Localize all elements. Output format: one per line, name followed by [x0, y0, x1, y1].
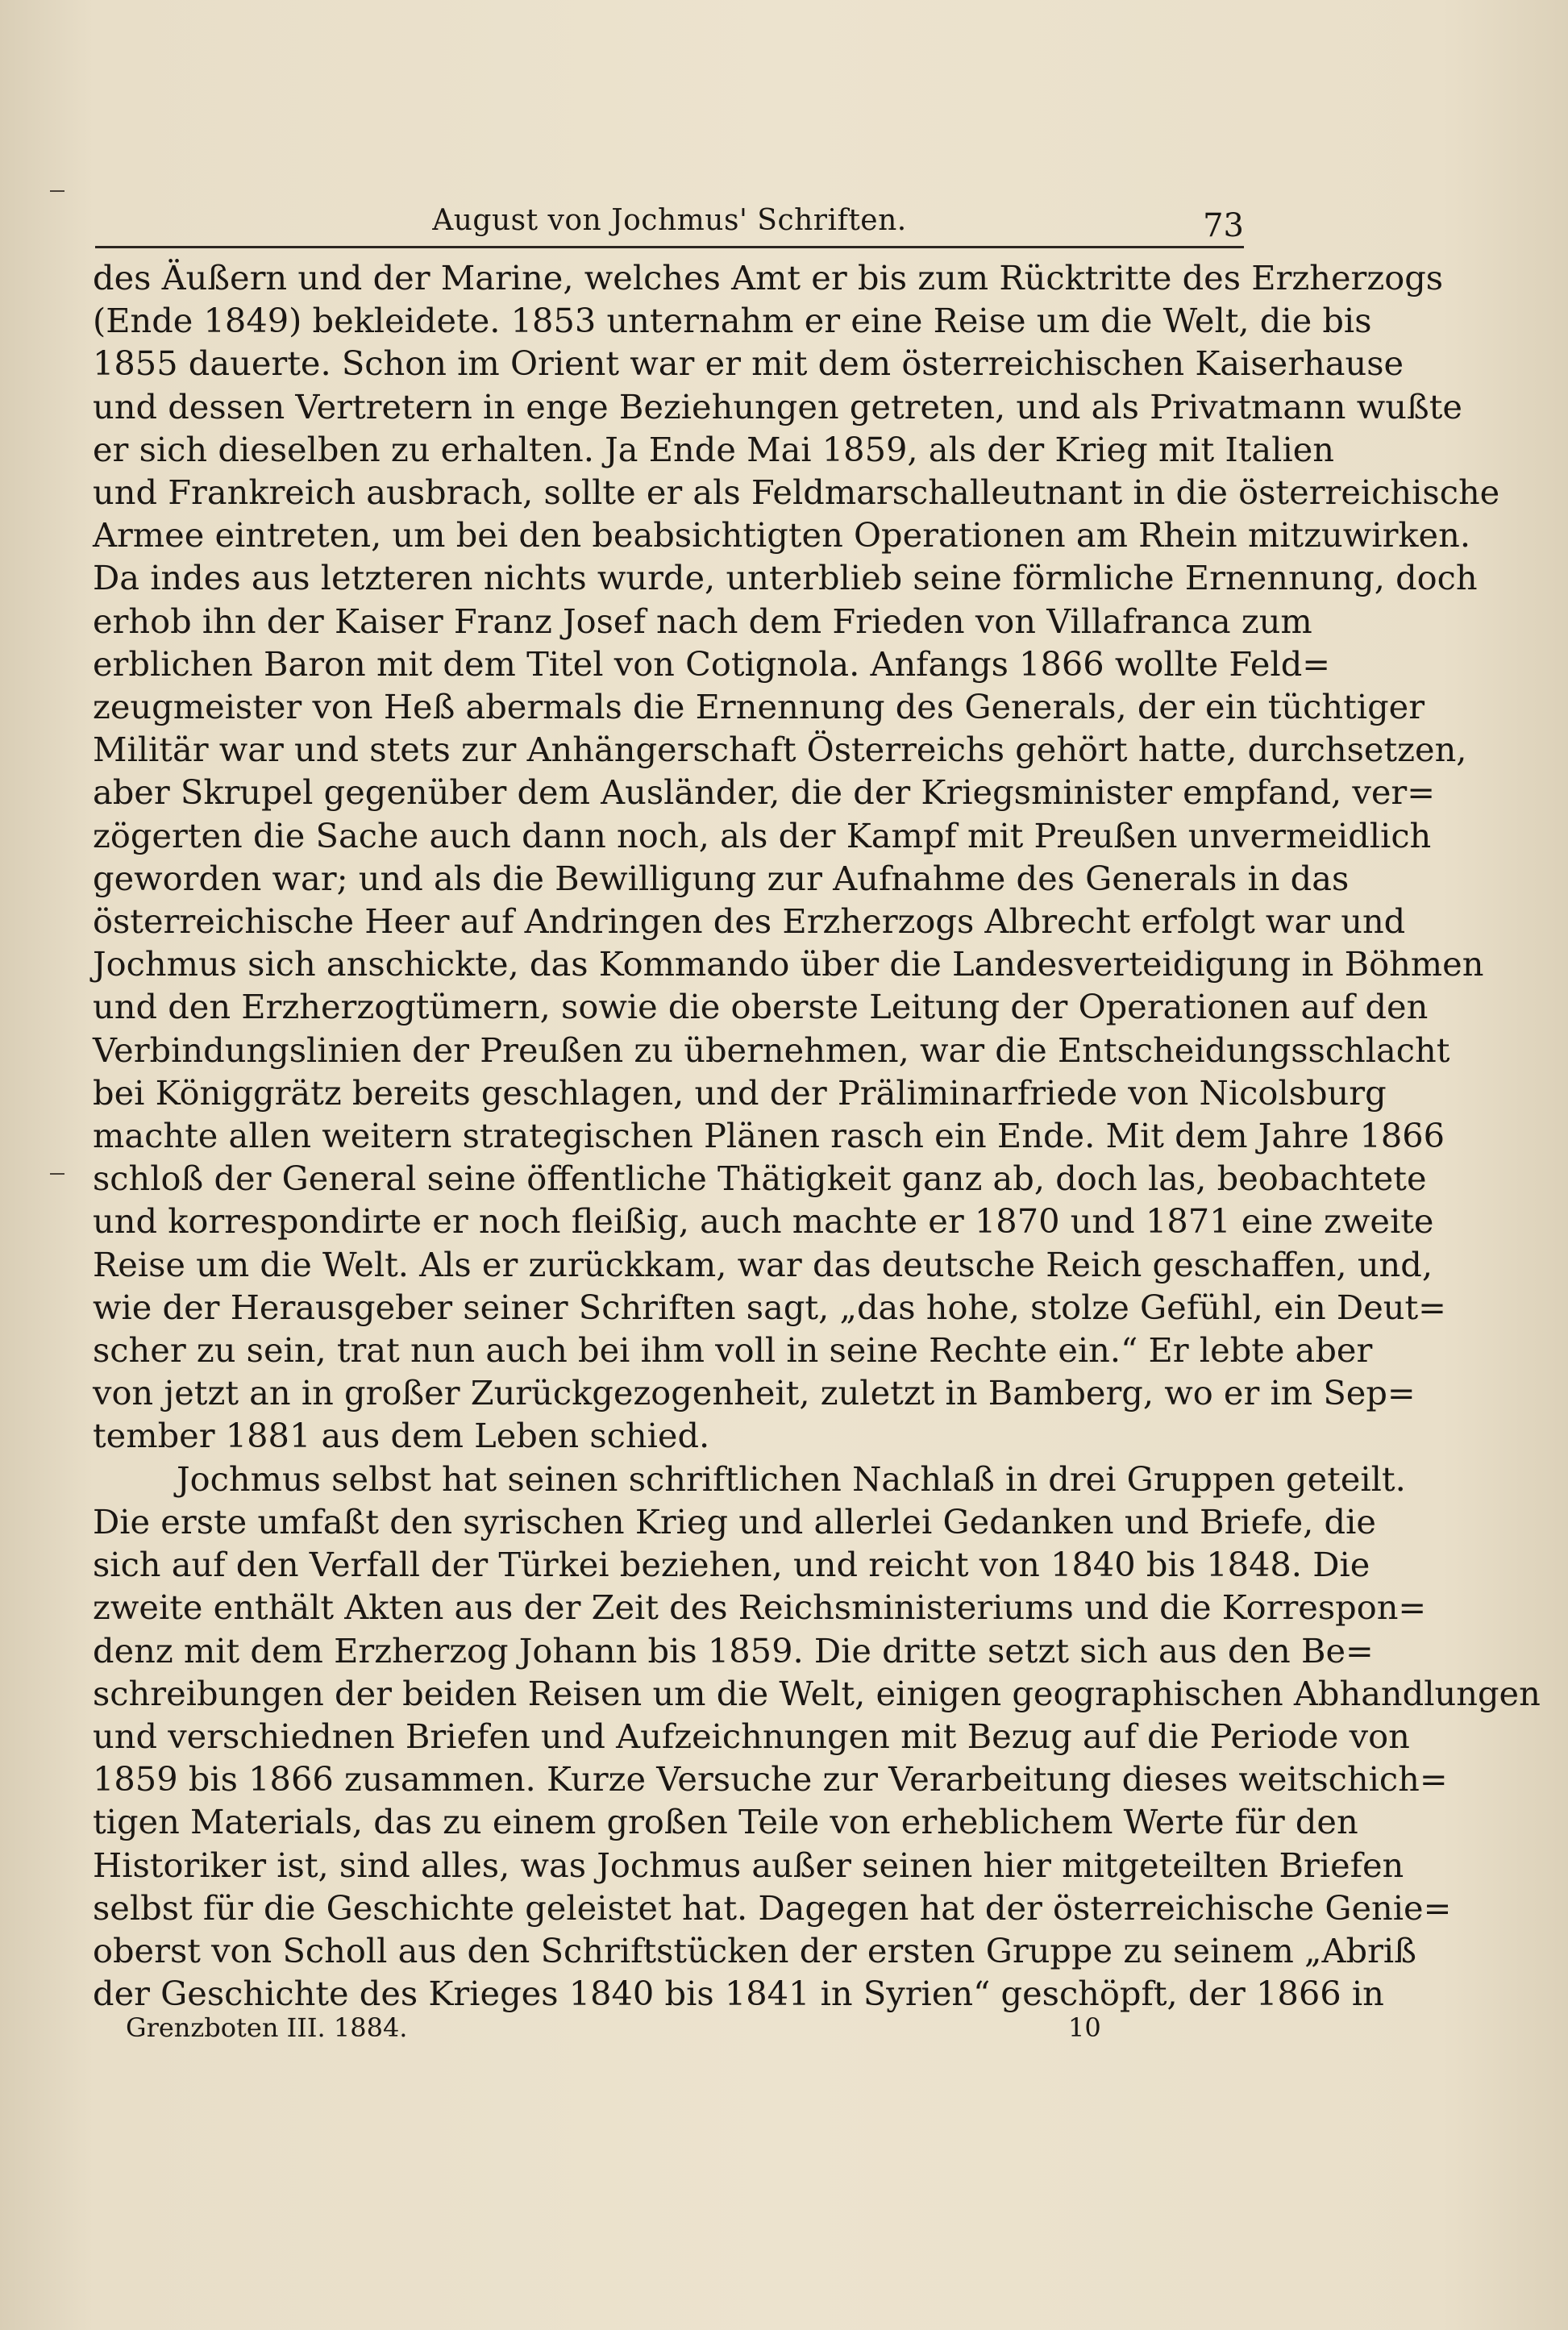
text-line: Da indes aus letzteren nichts wurde, unterblieb seine förmliche Ernennung, doch — [93, 558, 1478, 598]
text-line: machte allen weitern strategischen Plänen rasch ein Ende. Mit dem Jahre 1866 — [93, 1116, 1445, 1156]
text-line: scher zu sein, trat nun auch bei ihm voll in seine Rechte ein.“ Er lebte aber — [93, 1330, 1373, 1371]
text-line: und korrespondirte er noch fleißig, auch machte er 1870 und 1871 eine zweite — [93, 1201, 1434, 1242]
text-line: Verbindungslinien der Preußen zu übernehmen, war die Entscheidungsschlacht — [93, 1030, 1450, 1070]
margin-tick — [50, 1173, 64, 1175]
text-line: von jetzt an in großer Zurückgezogenheit, zuletzt in Bamberg, wo er im Sep= — [93, 1373, 1416, 1413]
text-line: zeugmeister von Heß abermals die Ernennung des Generals, der ein tüchtiger — [93, 687, 1425, 727]
text-line: oberst von Scholl aus den Schriftstücken der ersten Gruppe zu seinem „Abriß — [93, 1930, 1416, 1970]
text-line: wie der Herausgeber seiner Schriften sagt, „das hohe, stolze Gefühl, ein Deut= — [93, 1287, 1446, 1327]
text-line: tember 1881 aus dem Leben schied. — [93, 1416, 710, 1456]
text-line: und verschiednen Briefen und Aufzeichnungen mit Bezug auf die Periode von — [93, 1716, 1410, 1756]
text-line: und den Erzherzogtümern, sowie die oberste Leitung der Operationen auf den — [93, 987, 1429, 1027]
text-line: 1855 dauerte. Schon im Orient war er mit dem österreichischen Kaiserhause — [93, 343, 1404, 384]
running-title: August von Jochmus' Schriften. — [432, 204, 907, 237]
text-line: der Geschichte des Krieges 1840 bis 1841 in Syrien“ geschöpft, der 1866 in — [93, 1974, 1384, 2014]
text-line: bei Königgrätz bereits geschlagen, und der Präliminarfriede von Nicolsburg — [93, 1072, 1387, 1113]
text-line: denz mit dem Erzherzog Johann bis 1859. Die dritte setzt sich aus den Be= — [93, 1630, 1374, 1671]
text-line: erhob ihn der Kaiser Franz Josef nach dem Frieden von Villafranca zum — [93, 601, 1312, 641]
text-line: schloß der General seine öffentliche Thätigkeit ganz ab, doch las, beobachtete — [93, 1159, 1427, 1199]
text-line: aber Skrupel gegenüber dem Ausländer, die der Kriegsminister empfand, ver= — [93, 772, 1436, 813]
text-line: und dessen Vertretern in enge Beziehungen getreten, und als Privatmann wußte — [93, 386, 1462, 426]
text-line: österreichische Heer auf Andringen des Erzherzogs Albrecht erfolgt war und — [93, 901, 1406, 942]
text-line: zweite enthält Akten aus der Zeit des Reichsministeriums und die Korrespon= — [93, 1587, 1427, 1628]
page-header — [95, 198, 1244, 248]
text-line: und Frankreich ausbrach, sollte er als Feldmarschalleutnant in die österreichische — [93, 472, 1500, 513]
text-line: (Ende 1849) bekleidete. 1853 unternahm er eine Reise um die Welt, die bis — [93, 301, 1372, 341]
text-line: geworden war; und als die Bewilligung zur Aufnahme des Generals in das — [93, 858, 1350, 898]
footer-source: Grenzboten III. 1884. — [126, 2012, 408, 2043]
text-line: Jochmus sich anschickte, das Kommando über die Landesverteidigung in Böhmen — [93, 944, 1484, 984]
text-line: Die erste umfaßt den syrischen Krieg und allerlei Gedanken und Briefe, die — [93, 1501, 1376, 1542]
body-text — [93, 256, 1541, 2015]
text-line: Militär war und stets zur Anhängerschaft Österreichs gehört hatte, durchsetzen, — [93, 730, 1467, 770]
text-line: schreibungen der beiden Reisen um die Welt, einigen geographischen Abhandlungen — [93, 1673, 1541, 1713]
text-line: des Äußern und der Marine, welches Amt er bis zum Rücktritte des Erzherzogs — [93, 258, 1444, 297]
text-line: zögerten die Sache auch dann noch, als der Kampf mit Preußen unvermeidlich — [93, 815, 1432, 855]
signature-mark: 10 — [1068, 2012, 1101, 2043]
text-line: Historiker ist, sind alles, was Jochmus außer seinen hier mitgeteilten Briefen — [93, 1845, 1404, 1885]
margin-tick — [50, 190, 64, 192]
text-line: Reise um die Welt. Als er zurückkam, war das deutsche Reich geschaffen, und, — [93, 1244, 1433, 1284]
text-line: 1859 bis 1866 zusammen. Kurze Versuche zur Verarbeitung dieses weitschich= — [93, 1759, 1448, 1800]
text-line: Jochmus selbst hat seinen schriftlichen Nachlaß in drei Gruppen geteilt. — [177, 1458, 1406, 1499]
text-line: sich auf den Verfall der Türkei beziehen, und reicht von 1840 bis 1848. Die — [93, 1545, 1370, 1585]
page-number: 73 — [1203, 207, 1244, 244]
text-line: Armee eintreten, um bei den beabsichtigten Operationen am Rhein mitzuwirken. — [93, 515, 1471, 555]
text-line: erblichen Baron mit dem Titel von Cotignola. Anfangs 1866 wollte Feld= — [93, 643, 1331, 684]
page-footer — [95, 2012, 1244, 2053]
text-line: tigen Materials, das zu einem großen Teile von erheblichem Werte für den — [93, 1802, 1358, 1842]
text-line: er sich dieselben zu erhalten. Ja Ende Mai 1859, als der Krieg mit Italien — [93, 429, 1334, 469]
text-line: selbst für die Geschichte geleistet hat. Dagegen hat der österreichische Genie= — [93, 1887, 1452, 1928]
